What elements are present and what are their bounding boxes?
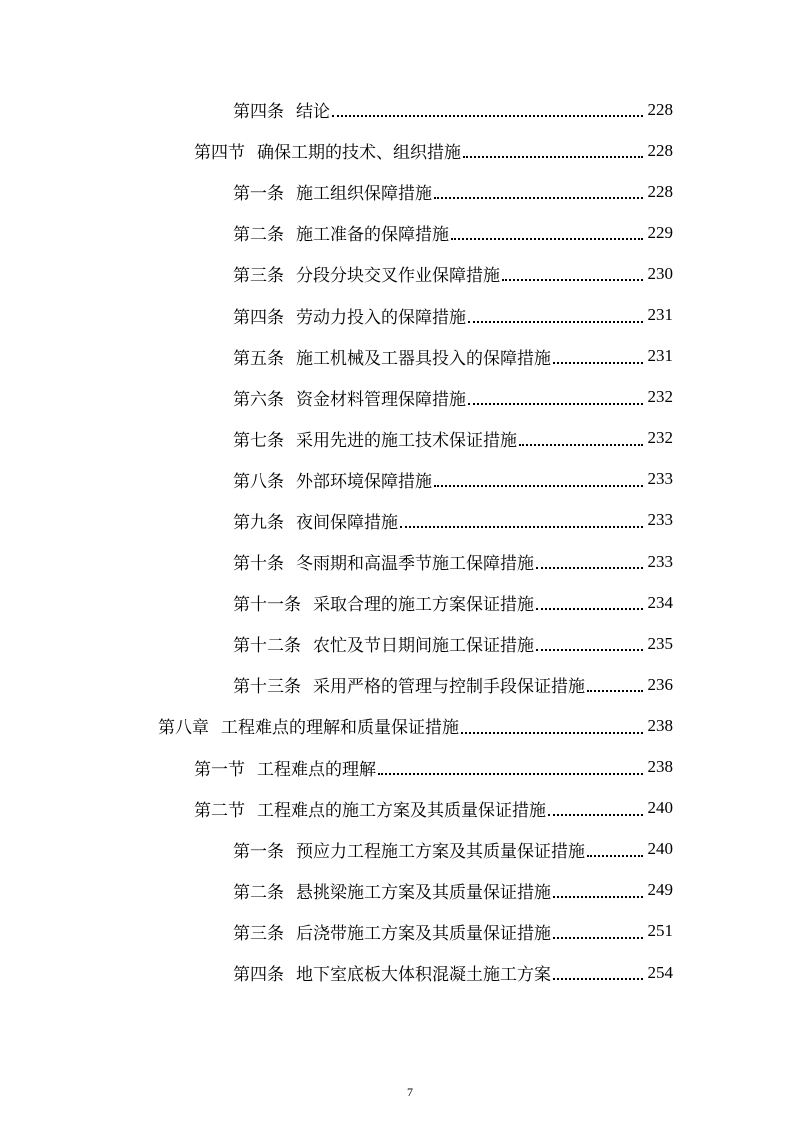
toc-entry-title: 分段分块交叉作业保障措施 <box>296 266 500 287</box>
toc-entry[interactable] <box>0 130 793 171</box>
toc-entry-label: 第一条 <box>233 184 284 205</box>
toc-entry-label: 第二条 <box>233 882 284 903</box>
toc-dot-leader <box>468 402 643 405</box>
toc-entry-page: 240 <box>647 798 673 818</box>
toc-entry-page: 249 <box>647 880 673 900</box>
toc-entry-label: 第一节 <box>194 759 245 780</box>
toc-dot-leader <box>587 689 643 692</box>
toc-entry[interactable] <box>0 747 793 788</box>
toc-entry[interactable] <box>0 336 793 377</box>
toc-entry-label: 第五条 <box>233 348 284 369</box>
toc-entry-page: 228 <box>647 99 673 119</box>
toc-entry[interactable] <box>0 582 793 623</box>
toc-entry-page: 232 <box>647 428 673 448</box>
toc-entry-label: 第四节 <box>194 143 245 164</box>
toc-entry[interactable] <box>0 377 793 418</box>
toc-entry-page: 233 <box>647 551 673 571</box>
toc-entry-page: 233 <box>647 469 673 489</box>
toc-entry-label: 第八章 <box>158 718 209 739</box>
page-number: 7 <box>407 1085 413 1099</box>
toc-entry-label: 第七条 <box>233 430 284 451</box>
toc-entry[interactable] <box>0 294 793 335</box>
table-of-contents <box>0 89 793 993</box>
toc-entry-label: 第三条 <box>233 923 284 944</box>
toc-dot-leader <box>400 525 643 528</box>
toc-entry-title: 确保工期的技术、组织措施 <box>257 143 461 164</box>
toc-entry[interactable] <box>0 89 793 130</box>
toc-dot-leader <box>461 731 643 734</box>
toc-entry[interactable] <box>0 459 793 500</box>
toc-dot-leader <box>463 155 643 158</box>
toc-entry-label: 第八条 <box>233 471 284 492</box>
toc-entry-title: 采用严格的管理与控制手段保证措施 <box>313 677 585 698</box>
toc-entry-label: 第六条 <box>233 389 284 410</box>
toc-entry-page: 231 <box>647 305 673 325</box>
toc-dot-leader <box>332 114 643 117</box>
toc-entry-page: 231 <box>647 346 673 366</box>
toc-entry[interactable] <box>0 623 793 664</box>
toc-entry-label: 第二条 <box>233 225 284 246</box>
toc-entry-page: 228 <box>647 181 673 201</box>
toc-entry[interactable] <box>0 911 793 952</box>
toc-entry-title: 施工组织保障措施 <box>296 184 432 205</box>
toc-entry-title: 资金材料管理保障措施 <box>296 389 466 410</box>
toc-entry-label: 第十一条 <box>233 595 301 616</box>
toc-entry-title: 工程难点的理解和质量保证措施 <box>221 718 459 739</box>
toc-entry-label: 第十条 <box>233 554 284 575</box>
toc-entry-title: 工程难点的理解 <box>257 759 376 780</box>
toc-entry-page: 238 <box>647 715 673 735</box>
toc-dot-leader <box>451 237 643 240</box>
toc-entry-title: 地下室底板大体积混凝土施工方案 <box>296 965 551 986</box>
toc-entry-label: 第十二条 <box>233 636 301 657</box>
toc-entry[interactable] <box>0 788 793 829</box>
toc-dot-leader <box>553 361 643 364</box>
toc-entry[interactable] <box>0 418 793 459</box>
toc-dot-leader <box>536 648 643 651</box>
toc-entry[interactable] <box>0 171 793 212</box>
toc-entry-page: 254 <box>647 962 673 982</box>
toc-entry-label: 第九条 <box>233 512 284 533</box>
toc-dot-leader <box>553 895 643 898</box>
toc-entry[interactable] <box>0 253 793 294</box>
toc-entry-title: 农忙及节日期间施工保证措施 <box>313 636 534 657</box>
toc-dot-leader <box>519 443 643 446</box>
toc-entry-page: 230 <box>647 263 673 283</box>
toc-entry-page: 235 <box>647 633 673 653</box>
toc-entry-title: 冬雨期和高温季节施工保障措施 <box>296 554 534 575</box>
toc-entry-label: 第四条 <box>233 965 284 986</box>
toc-entry-page: 236 <box>647 674 673 694</box>
toc-dot-leader <box>536 607 643 610</box>
toc-entry-page: 240 <box>647 839 673 859</box>
toc-entry-title: 结论 <box>296 102 330 123</box>
toc-entry[interactable] <box>0 500 793 541</box>
toc-entry-title: 施工准备的保障措施 <box>296 225 449 246</box>
toc-dot-leader <box>587 854 643 857</box>
toc-dot-leader <box>548 813 643 816</box>
toc-entry-page: 233 <box>647 510 673 530</box>
toc-entry-title: 工程难点的施工方案及其质量保证措施 <box>257 800 546 821</box>
toc-entry-title: 夜间保障措施 <box>296 512 398 533</box>
toc-entry-title: 采取合理的施工方案保证措施 <box>313 595 534 616</box>
toc-entry-page: 232 <box>647 387 673 407</box>
toc-entry-label: 第一条 <box>233 841 284 862</box>
toc-dot-leader <box>536 566 643 569</box>
toc-entry[interactable] <box>0 664 793 705</box>
toc-entry-label: 第四条 <box>233 307 284 328</box>
toc-entry[interactable] <box>0 952 793 993</box>
toc-dot-leader <box>378 772 643 775</box>
toc-entry-title: 劳动力投入的保障措施 <box>296 307 466 328</box>
toc-entry-title: 预应力工程施工方案及其质量保证措施 <box>296 841 585 862</box>
toc-entry-title: 后浇带施工方案及其质量保证措施 <box>296 923 551 944</box>
toc-entry-page: 229 <box>647 222 673 242</box>
toc-entry[interactable] <box>0 870 793 911</box>
toc-entry[interactable] <box>0 541 793 582</box>
toc-entry-title: 采用先进的施工技术保证措施 <box>296 430 517 451</box>
toc-entry-page: 228 <box>647 140 673 160</box>
toc-dot-leader <box>553 977 643 980</box>
toc-dot-leader <box>434 484 643 487</box>
toc-dot-leader <box>434 196 643 199</box>
toc-entry[interactable] <box>0 829 793 870</box>
toc-entry-label: 第十三条 <box>233 677 301 698</box>
toc-entry-label: 第二节 <box>194 800 245 821</box>
toc-entry-title: 悬挑梁施工方案及其质量保证措施 <box>296 882 551 903</box>
toc-entry[interactable] <box>0 705 793 746</box>
toc-entry[interactable] <box>0 212 793 253</box>
toc-entry-page: 234 <box>647 592 673 612</box>
toc-dot-leader <box>468 320 643 323</box>
toc-entry-page: 238 <box>647 757 673 777</box>
toc-entry-title: 外部环境保障措施 <box>296 471 432 492</box>
toc-entry-label: 第三条 <box>233 266 284 287</box>
toc-entry-title: 施工机械及工器具投入的保障措施 <box>296 348 551 369</box>
toc-entry-label: 第四条 <box>233 102 284 123</box>
toc-entry-page: 251 <box>647 921 673 941</box>
toc-dot-leader <box>553 936 643 939</box>
toc-dot-leader <box>502 278 643 281</box>
